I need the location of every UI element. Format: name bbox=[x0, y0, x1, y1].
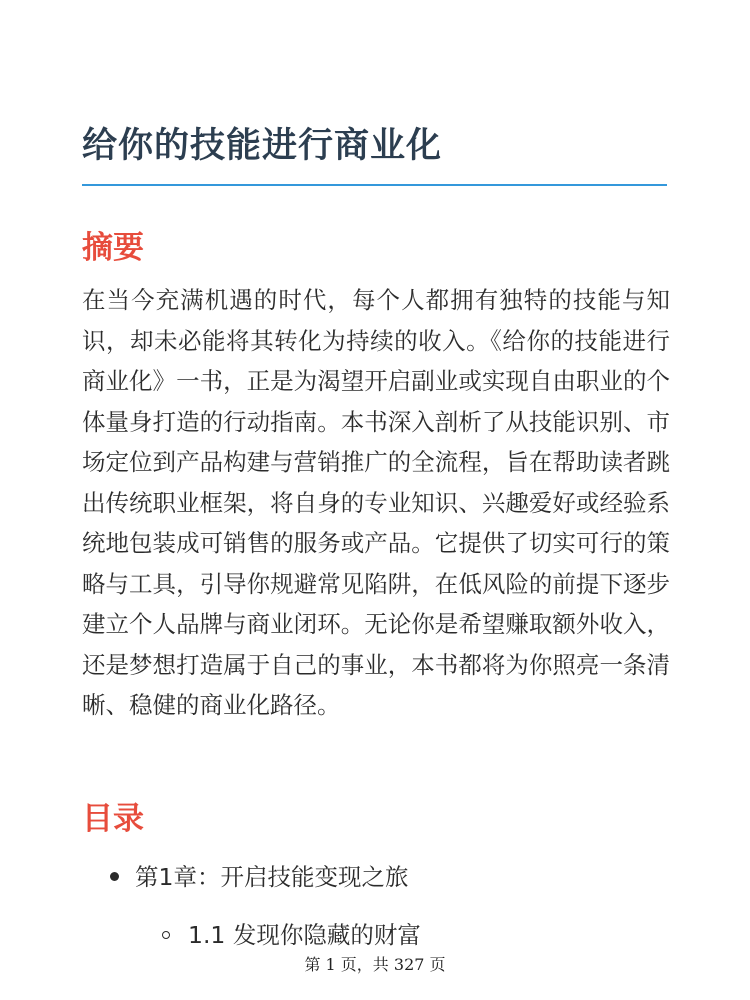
toc-item-chapter-1[interactable] bbox=[110, 858, 408, 892]
circle-bullet-icon bbox=[162, 931, 170, 939]
page-number-footer: 第 1 页，共 327 页 bbox=[304, 955, 446, 974]
title-divider bbox=[82, 184, 667, 186]
disc-bullet-icon bbox=[110, 872, 119, 881]
toc-item-label: 第1章：开启技能变现之旅 bbox=[135, 863, 409, 891]
toc-heading: 目录 bbox=[82, 801, 144, 837]
toc-item-label: 1.1 发现你隐藏的财富 bbox=[188, 921, 421, 949]
document-title: 给你的技能进行商业化 bbox=[82, 126, 443, 166]
abstract-heading: 摘要 bbox=[82, 230, 144, 266]
toc-item-section-1-1[interactable] bbox=[162, 916, 421, 950]
abstract-body: 在当今充满机遇的时代，每个人都拥有独特的技能与知识，却未必能将其转化为持续的收入。《给你的技能进行商业化》一书，正是为渴望开启副业或实现自由职业的个体量身打造的行动指南。本书深入剖析了从技能识别、市场定位到产品构建与营销推广的全流程，旨在帮助读者跳出传统职业框架，将自身的专业知识、兴趣爱好或经验系统地包装成可销售的服务或产品。它提供了切实可行的策略与工具，引导你规避常见陷阱，在低风险的前提下逐步建立个人品牌与商业闭环。无论你是希望赚取额外收入，还是梦想打造属于自己的事业，本书都将为你照亮一条清晰、稳健的商业化路径。 bbox=[82, 286, 670, 719]
